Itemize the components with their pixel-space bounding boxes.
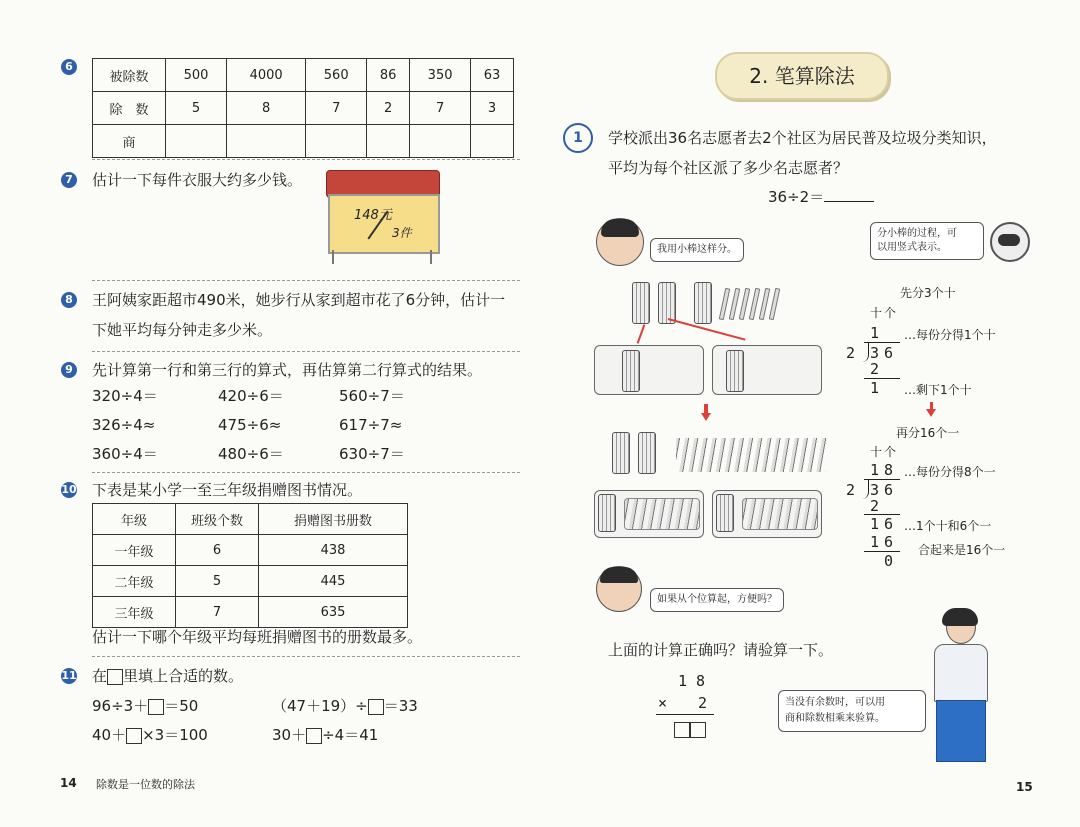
text: 当没有余数时，可以用 [785, 697, 885, 708]
expression: 360÷4＝ [92, 445, 158, 463]
question-number-9: 9 [61, 362, 77, 378]
annotation: …每份分得1个十 [904, 328, 996, 342]
place-label-tens: 十 [870, 306, 883, 320]
boy-speech-bubble: 如果从个位算起，方便吗？ [650, 588, 784, 612]
table-row [93, 566, 408, 597]
boy-avatar [596, 566, 642, 612]
text: 分小棒的过程，可 [877, 228, 957, 239]
stick-bundle-icon [658, 282, 676, 324]
row-header: 商 [93, 125, 166, 158]
girl-speech-bubble: 我用小棒这样分。 [650, 238, 744, 262]
stick-bundle-icon [598, 494, 616, 532]
text: ÷4＝41 [322, 726, 379, 744]
dividend-digit: 3 [870, 344, 880, 362]
divisor: 2 [846, 481, 856, 499]
mult-operator: × [658, 694, 668, 712]
text: ＝33 [383, 697, 418, 715]
column-header: 年级 [93, 504, 176, 535]
division-bar [864, 342, 900, 343]
dividend-digit: 6 [884, 481, 894, 499]
mult-line [656, 714, 714, 715]
quotient-digit: 1 [870, 324, 880, 342]
digit: 1 [870, 515, 880, 533]
section-title: 2. 笔算除法 [715, 52, 889, 100]
annotation: …剩下1个十 [904, 383, 972, 397]
divider [92, 351, 520, 352]
row-header: 被除数 [93, 59, 166, 92]
answer-box[interactable] [674, 722, 690, 738]
down-arrow-head-icon [701, 413, 711, 421]
column-header: 捐赠图书册数 [259, 504, 408, 535]
teacher-speech-bubble [778, 690, 926, 732]
stick-bundle-icon [716, 494, 734, 532]
question-text: 先计算第一行和第三行的算式，再估算第二行算式的结果。 [92, 361, 483, 379]
table-cell: 438 [259, 535, 408, 566]
answer-cell[interactable] [227, 125, 306, 158]
price-bottom: 3件 [392, 226, 412, 240]
question-text [92, 666, 243, 686]
answer-box[interactable] [148, 699, 164, 715]
column-header: 班级个数 [176, 504, 259, 535]
book-donation-table [92, 503, 408, 628]
subtract-digit: 2 [870, 360, 880, 378]
table-cell: 500 [166, 59, 227, 92]
table-row [93, 92, 514, 125]
answer-cell[interactable] [471, 125, 514, 158]
dividend-digit: 6 [884, 344, 894, 362]
division-bracket [862, 342, 869, 362]
clothing-rack-illustration [322, 170, 444, 266]
dividend-divisor-table [92, 58, 514, 158]
price-top: 148元 [354, 208, 392, 223]
expression [92, 696, 198, 716]
step-label: 再分16个一 [896, 426, 960, 440]
division-bracket [862, 479, 869, 499]
loose-sticks-icon [742, 498, 818, 530]
question-number-7: 7 [61, 172, 77, 188]
page-number-left: 14 [60, 776, 77, 790]
example-text: 平均为每个社区派了多少名志愿者？ [608, 159, 849, 177]
text: 商和除数相乘来验算。 [785, 713, 885, 724]
expression: 320÷4＝ [92, 387, 158, 405]
question-number-11: 11 [61, 669, 77, 682]
text: 以用竖式表示。 [877, 242, 947, 253]
table-header-row [93, 504, 408, 535]
table-cell: 445 [259, 566, 408, 597]
stick-icon [769, 288, 781, 320]
text: （47＋19）÷ [272, 697, 368, 715]
answer-box[interactable] [368, 699, 384, 715]
expression: 630÷7＝ [339, 445, 405, 463]
answer-cell[interactable] [410, 125, 471, 158]
divisor: 2 [846, 344, 856, 362]
digit: 1 [870, 533, 880, 551]
blank-box-icon [107, 669, 123, 685]
place-label-tens: 十 [870, 445, 883, 459]
expression: 326÷4≈ [92, 416, 156, 434]
divider [92, 280, 520, 281]
table-cell: 86 [367, 59, 410, 92]
table-cell: 560 [306, 59, 367, 92]
question-text: 下表是某小学一至三年级捐赠图书情况。 [92, 481, 363, 499]
table-cell: 3 [471, 92, 514, 125]
answer-blank[interactable] [824, 187, 874, 202]
table-row [93, 59, 514, 92]
expression: 480÷6＝ [218, 445, 284, 463]
table-cell: 8 [227, 92, 306, 125]
annotation: …1个十和6个一 [904, 519, 992, 533]
quotient-digit: 1 [870, 461, 880, 479]
table-cell: 4000 [227, 59, 306, 92]
text: ×3＝100 [142, 726, 208, 744]
table-cell: 635 [259, 597, 408, 628]
text: 40＋ [92, 726, 127, 744]
table-row [93, 535, 408, 566]
answer-cell[interactable] [166, 125, 227, 158]
expression: 420÷6＝ [218, 387, 284, 405]
expression [272, 696, 418, 716]
stick-bundle-icon [694, 282, 712, 324]
stick-bundle-icon [638, 432, 656, 474]
dividend-digit: 3 [870, 481, 880, 499]
table-cell: 5 [176, 566, 259, 597]
table-cell: 7 [410, 92, 471, 125]
page-number-right: 15 [1016, 780, 1033, 794]
expression [272, 725, 378, 745]
expression: 617÷7≈ [339, 416, 403, 434]
table-cell: 350 [410, 59, 471, 92]
table-cell: 一年级 [93, 535, 176, 566]
text: 里填上合适的数。 [123, 667, 244, 685]
remainder-digit: 0 [884, 552, 894, 570]
girl-avatar [596, 218, 644, 266]
answer-box[interactable] [690, 722, 706, 738]
table-cell: 三年级 [93, 597, 176, 628]
subtract-line [864, 551, 900, 552]
answer-box[interactable] [306, 728, 322, 744]
equation [768, 187, 874, 207]
annotation: 合起来是16个一 [918, 543, 1006, 557]
question-number-6: 6 [61, 59, 77, 75]
text: ＝50 [164, 697, 199, 715]
digit: 6 [884, 533, 894, 551]
divider [92, 656, 520, 657]
step-label: 先分3个十 [900, 286, 956, 300]
annotation: …每份分得8个一 [904, 465, 996, 479]
question-number-10: 10 [61, 483, 77, 496]
table-row [93, 125, 514, 158]
table-cell: 2 [367, 92, 410, 125]
footer-title: 除数是一位数的除法 [96, 778, 195, 791]
stick-bundle-icon [612, 432, 630, 474]
expression [92, 725, 208, 745]
text: 36÷2＝ [768, 188, 825, 206]
question-text: 王阿姨家距超市490米，她步行从家到超市花了6分钟，估计一 [92, 291, 506, 309]
division-bar [864, 479, 900, 480]
down-arrow-head-icon [926, 409, 936, 417]
expression: 560÷7＝ [339, 387, 405, 405]
robot-speech-bubble [870, 222, 984, 260]
question-text: 估计一下哪个年级平均每班捐赠图书的册数最多。 [92, 628, 423, 646]
answer-boxes [674, 719, 706, 738]
table-cell: 6 [176, 535, 259, 566]
mult-top: 1 8 [678, 672, 706, 690]
example-number: 1 [563, 123, 593, 153]
row-header: 除 数 [93, 92, 166, 125]
quotient-digit: 8 [884, 461, 894, 479]
robot-avatar [990, 222, 1030, 262]
question-text: 下她平均每分钟走多少米。 [92, 321, 273, 339]
expression: 475÷6≈ [218, 416, 282, 434]
table-cell: 5 [166, 92, 227, 125]
answer-cell[interactable] [367, 125, 410, 158]
text: 30＋ [272, 726, 307, 744]
place-label-ones: 个 [884, 445, 897, 459]
question-text: 估计一下每件衣服大约多少钱。 [92, 171, 303, 189]
tray [594, 345, 704, 395]
answer-box[interactable] [126, 728, 142, 744]
table-cell: 63 [471, 59, 514, 92]
answer-cell[interactable] [306, 125, 367, 158]
divider [92, 159, 520, 160]
text: 在 [92, 667, 108, 685]
example-text: 学校派出36名志愿者去2个社区为居民普及垃圾分类知识， [608, 129, 997, 147]
divider [92, 472, 520, 473]
stick-bundle-icon [726, 350, 744, 392]
subtract-digit: 2 [870, 497, 880, 515]
text: 96÷3＋ [92, 697, 149, 715]
question-number-8: 8 [61, 292, 77, 308]
loose-sticks-icon [676, 438, 826, 472]
table-cell: 7 [306, 92, 367, 125]
loose-sticks-icon [624, 498, 700, 530]
table-cell: 二年级 [93, 566, 176, 597]
check-prompt: 上面的计算正确吗？请验算一下。 [608, 641, 834, 659]
table-cell: 7 [176, 597, 259, 628]
teacher-illustration [920, 608, 1000, 768]
arrow-icon [637, 324, 646, 343]
mult-bottom: 2 [698, 694, 708, 712]
digit: 6 [884, 515, 894, 533]
stick-bundle-icon [632, 282, 650, 324]
stick-bundle-icon [622, 350, 640, 392]
place-label-ones: 个 [884, 306, 897, 320]
remainder-digit: 1 [870, 379, 880, 397]
table-row [93, 597, 408, 628]
